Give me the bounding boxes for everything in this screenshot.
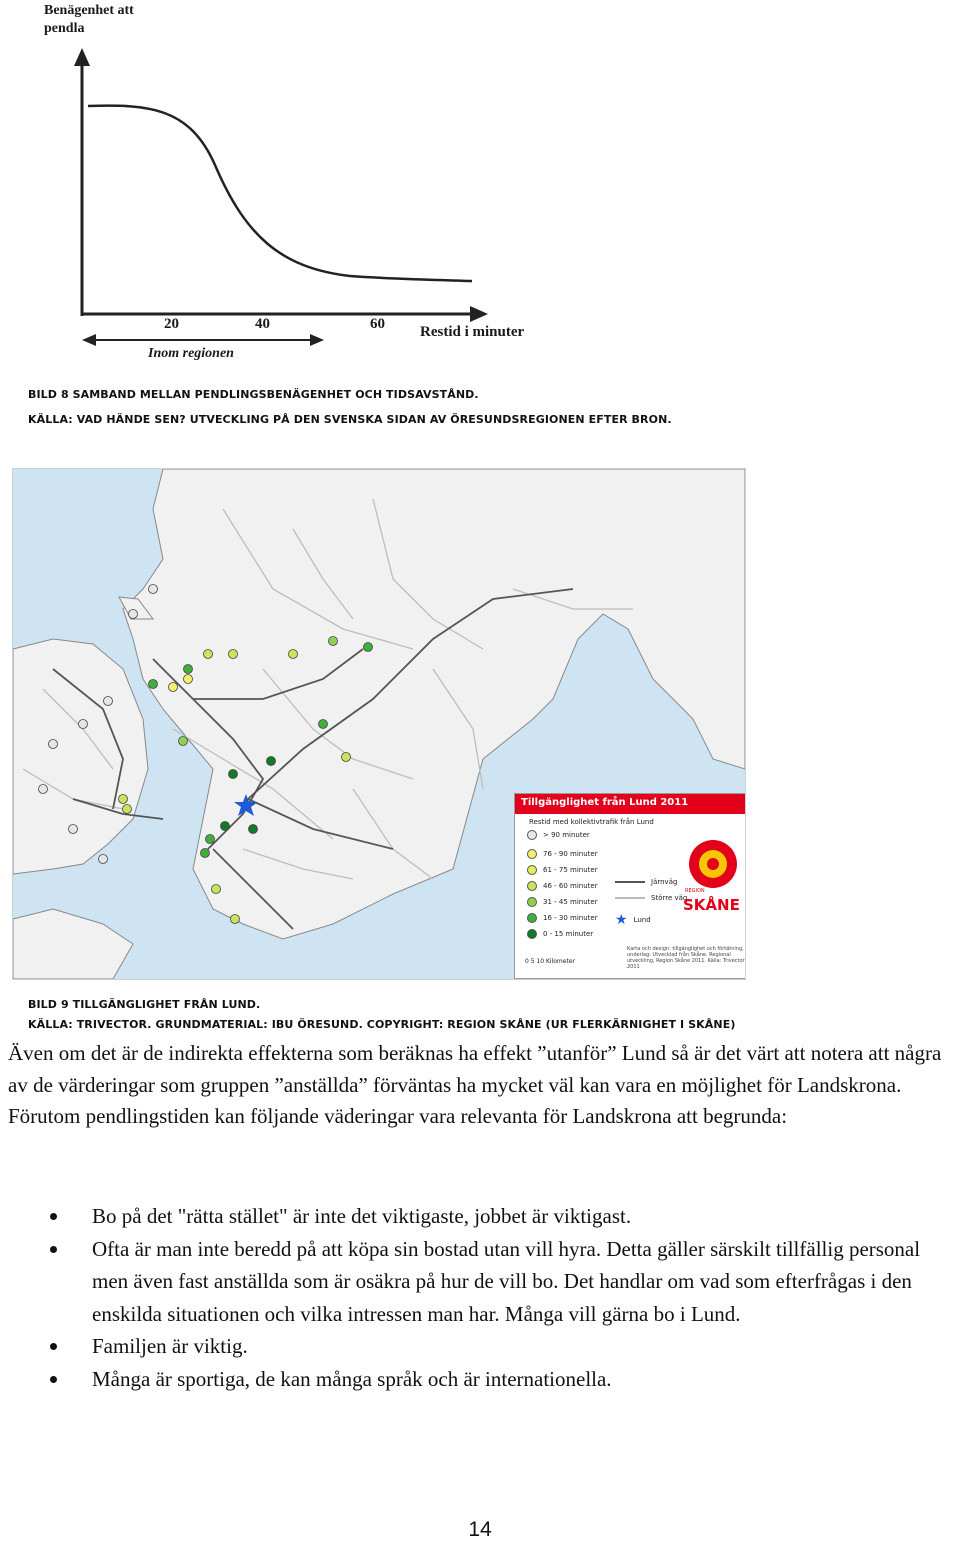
legend-dot xyxy=(527,929,537,939)
list-item: Många är sportiga, de kan många språk och är internationella. xyxy=(50,1363,960,1396)
star-icon: ★ xyxy=(615,912,628,928)
legend-item-label: > 90 minuter xyxy=(543,831,590,839)
legend-item-label: 61 - 75 minuter xyxy=(543,866,598,874)
bullet-icon xyxy=(50,1246,57,1253)
legend-item xyxy=(527,881,598,891)
scale-bar-label: 0 5 10 Kilometer xyxy=(525,958,575,965)
legend-dot xyxy=(527,849,537,859)
x-axis-label: Restid i minuter xyxy=(420,324,525,340)
legend-dot xyxy=(527,830,537,840)
legend-item-label: 46 - 60 minuter xyxy=(543,882,598,890)
legend-road: Större väg xyxy=(615,894,687,902)
list-item: Bo på det "rätta stället" är inte det viktigaste, jobbet är viktigast. xyxy=(50,1200,960,1233)
legend-dot xyxy=(527,897,537,907)
list-item: Ofta är man inte beredd på att köpa sin bostad utan vill hyra. Detta gäller särskilt tillfällig personal men även fast anställda som är osäkra på hur de vill bo. Det handlar om vad som efterfrågas i den enskilda situationen och vilka intressen man har. Många vill gärna bo i Lund. xyxy=(50,1233,960,1331)
commuting-propensity-figure xyxy=(40,0,560,370)
logo-skane-text: SKÅNE xyxy=(683,896,740,914)
region-skane-logo xyxy=(683,834,743,894)
figure2-caption-line1: BILD 9 TILLGÄNGLIGHET FRÅN LUND. xyxy=(28,998,261,1011)
bullet-icon xyxy=(50,1343,57,1350)
figure1-caption-line2: KÄLLA: VAD HÄNDE SEN? UTVECKLING PÅ DEN SVENSKA SIDAN AV ÖRESUNDSREGIONEN EFTER BRON. xyxy=(28,413,672,426)
legend-item-label: 16 - 30 minuter xyxy=(543,914,598,922)
legend-dot xyxy=(527,913,537,923)
legend-railway: Järnväg xyxy=(615,878,677,886)
y-axis-label-line2: pendla xyxy=(44,21,85,36)
tick-20: 20 xyxy=(164,316,179,332)
legend-item-label: 31 - 45 minuter xyxy=(543,898,598,906)
legend-item xyxy=(527,865,598,875)
list-item: Familjen är viktig. xyxy=(50,1330,960,1363)
railway-line-icon xyxy=(615,881,645,883)
legend-subtitle: Restid med kollektivtrafik från Lund xyxy=(529,818,654,826)
bullet-list xyxy=(50,1200,960,1395)
y-axis-label xyxy=(44,2,134,38)
page-number: 14 xyxy=(468,1518,492,1541)
legend-source-note: Karta och design: tillgänglighet och förtätning, underlag: Utvecklad från Skåne. Regional utveckling, Region Skåne 2011. Källa: Trivector 2011 xyxy=(627,946,745,970)
figure1-caption-line1: BILD 8 SAMBAND MELLAN PENDLINGSBENÄGENHET OCH TIDSAVSTÅND. xyxy=(28,388,479,401)
bullet-icon xyxy=(50,1376,57,1383)
legend-item xyxy=(527,929,593,939)
y-axis-label-line1: Benägenhet att xyxy=(44,3,134,18)
tick-60: 60 xyxy=(370,316,385,332)
legend-item-label: 76 - 90 minuter xyxy=(543,850,598,858)
commuting-curve-graphic xyxy=(40,0,560,370)
legend-dot xyxy=(527,881,537,891)
legend-title: Tillgänglighet från Lund 2011 xyxy=(515,794,746,814)
body-paragraph: Även om det är de indirekta effekterna som beräknas ha effekt ”utanför” Lund så är det värt att notera att några av de värderingar som gruppen ”anställda” förväntas ha mycket väl kan vara en möjlighet för Landskrona. Förutom pendlingstiden kan följande väderingar vara relevanta för Landskrona att begrunda: xyxy=(8,1041,942,1128)
legend-item xyxy=(527,913,598,923)
land-zealand xyxy=(13,639,148,874)
legend-item xyxy=(527,849,598,859)
land-south xyxy=(13,909,133,979)
region-arrow-left xyxy=(82,334,96,346)
legend-item-label: 0 - 15 minuter xyxy=(543,930,594,938)
map-legend xyxy=(514,793,746,979)
logo-region-text: REGION xyxy=(685,888,705,894)
region-arrow-right xyxy=(310,334,324,346)
figure2-caption-line2: KÄLLA: TRIVECTOR. GRUNDMATERIAL: IBU ÖRESUND. COPYRIGHT: REGION SKÅNE (UR FLERKÄRNIGHET I SKÅNE) xyxy=(28,1018,736,1031)
accessibility-map xyxy=(12,468,746,980)
road-line-icon xyxy=(615,897,645,899)
bullet-icon xyxy=(50,1213,57,1220)
x-axis-arrow xyxy=(470,306,488,322)
legend-lund: ★ Lund xyxy=(615,912,651,928)
y-axis-arrow xyxy=(74,48,90,66)
legend-item xyxy=(527,897,598,907)
tick-40: 40 xyxy=(255,316,270,332)
region-label: Inom regionen xyxy=(148,346,234,361)
legend-item xyxy=(527,830,590,840)
propensity-curve xyxy=(88,106,472,281)
legend-dot xyxy=(527,865,537,875)
